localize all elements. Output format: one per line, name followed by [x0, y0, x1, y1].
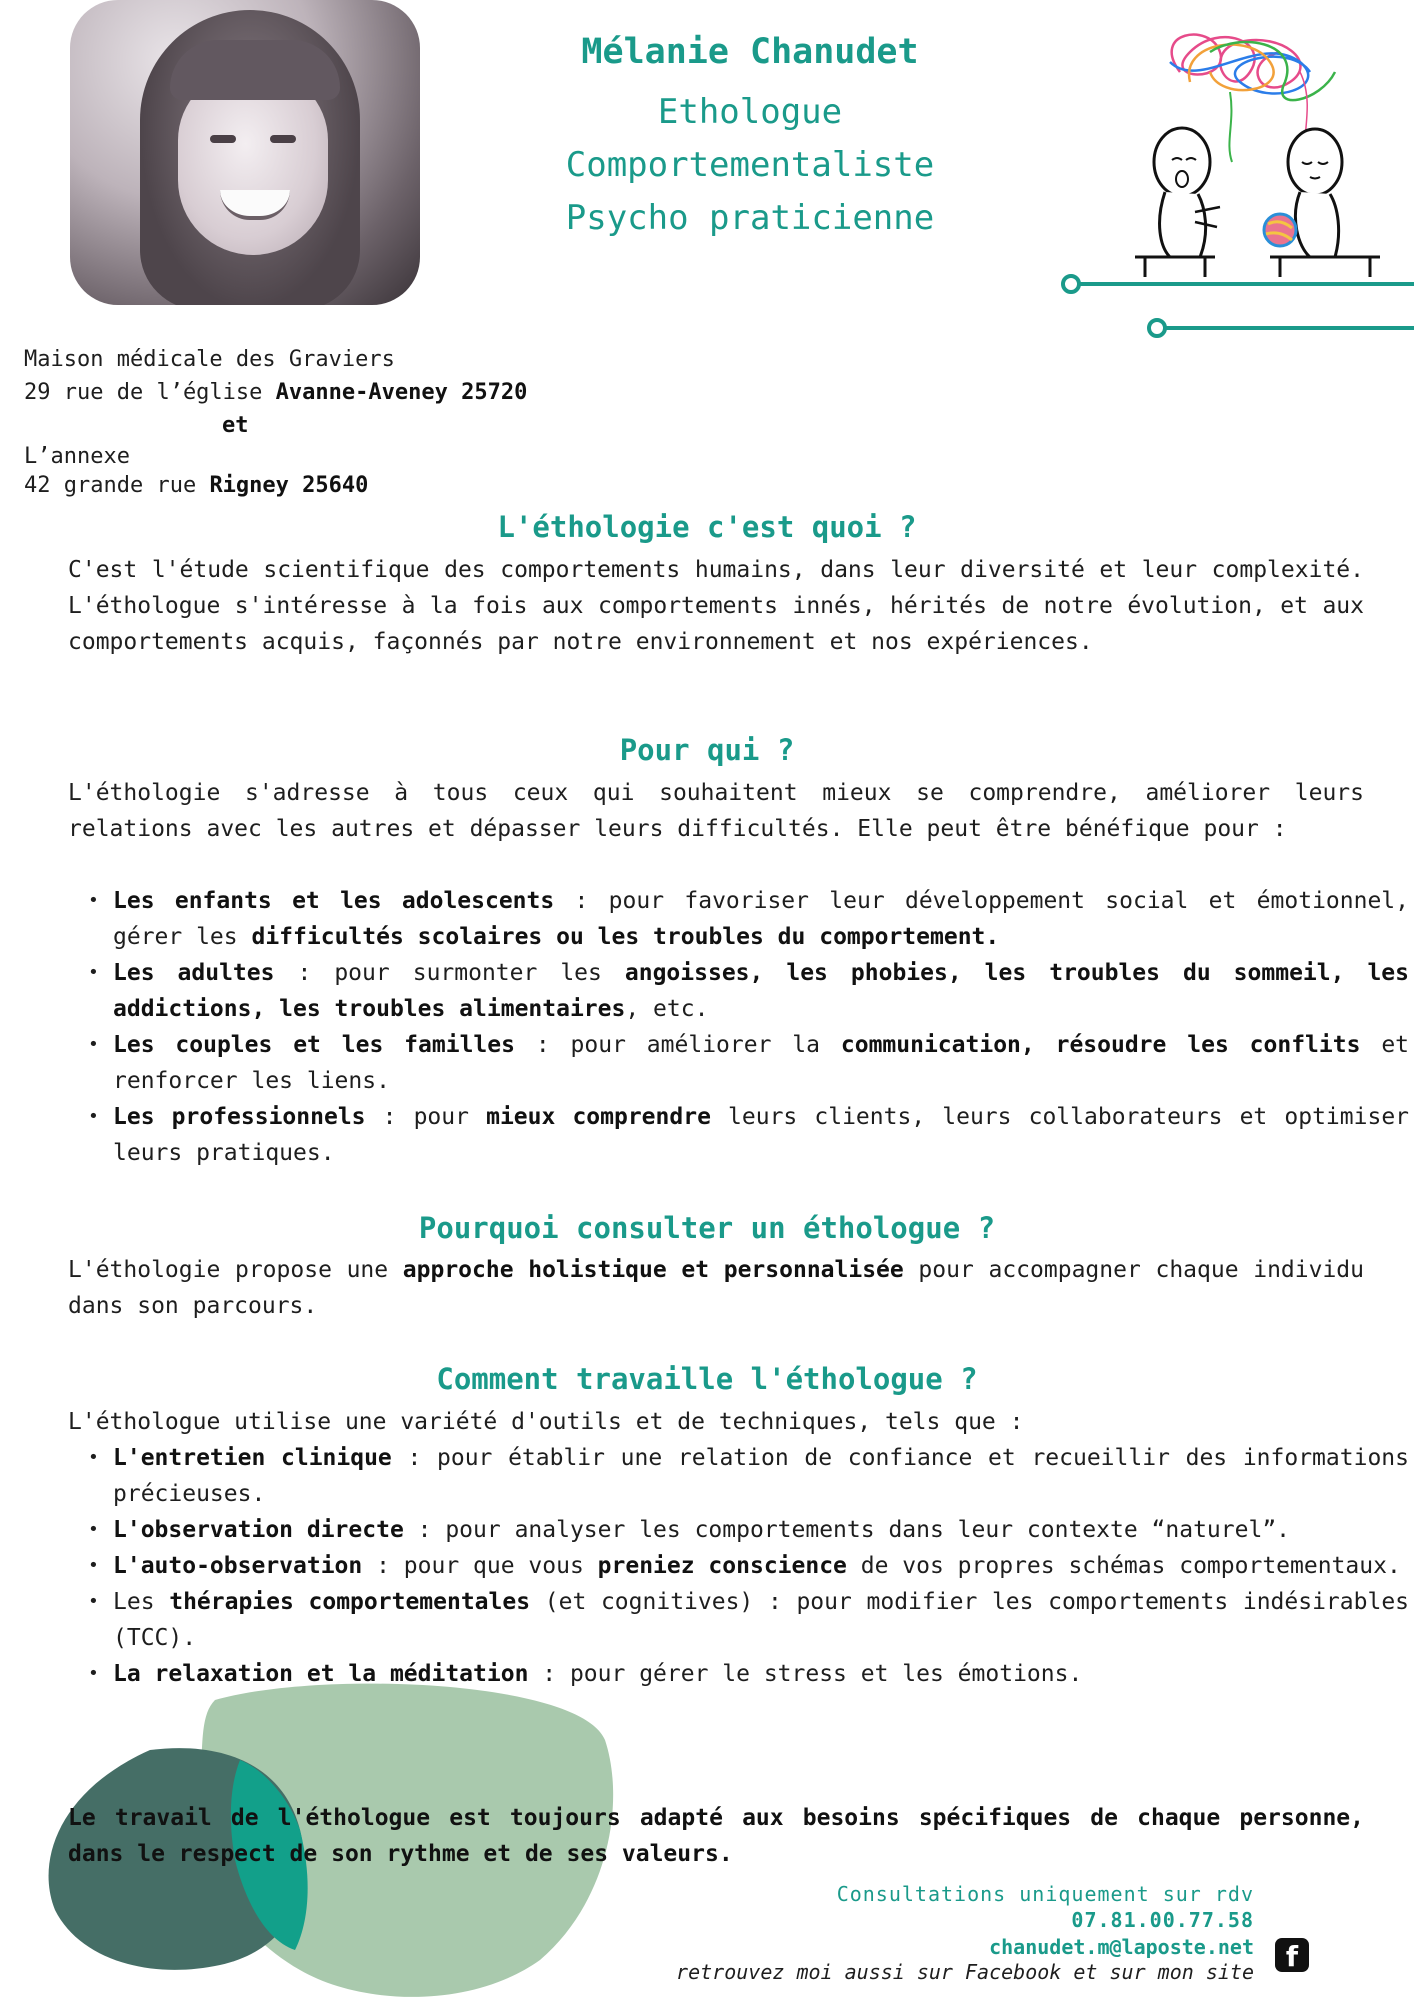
- address-line-1: Maison médicale des Graviers: [24, 347, 395, 372]
- portrait-photo: [70, 0, 420, 305]
- list-item: • Les adultes : pour surmonter les angoisses, les phobies, les troubles du sommeil, les addictions, les troubles alimentaires, etc.: [113, 955, 1409, 1027]
- title-ethologue: Ethologue: [657, 92, 843, 132]
- section4-intro: L'éthologue utilise une variété d'outils et de techniques, tels que :: [68, 1409, 1024, 1435]
- social-note: retrouvez moi aussi sur Facebook et sur mon site: [676, 1960, 1254, 1984]
- list-item: • Les professionnels : pour mieux comprendre leurs clients, leurs collaborateurs et optimiser leurs pratiques.: [113, 1099, 1409, 1171]
- address-and: et: [222, 413, 249, 438]
- list-item: • L'auto-observation : pour que vous preniez conscience de vos propres schémas comportementaux.: [113, 1548, 1409, 1584]
- facebook-icon[interactable]: f: [1275, 1938, 1309, 1972]
- email-address: chanudet.m@laposte.net: [989, 1935, 1254, 1959]
- tools-list: [68, 1440, 1409, 1692]
- for-whom-list: [68, 883, 1409, 1171]
- heading-what-is-ethology: L'éthologie c'est quoi ?: [497, 510, 917, 544]
- section2-intro: L'éthologie s'adresse à tous ceux qui souhaitent mieux se comprendre, améliorer leurs relations avec les autres et dépasser leurs difficultés. Elle peut être bénéfique pour :: [68, 780, 1364, 842]
- list-item: • Les couples et les familles : pour améliorer la communication, résoudre les conflits et renforcer les liens.: [113, 1027, 1409, 1099]
- list-item: • L'observation directe : pour analyser les comportements dans leur contexte “naturel”.: [113, 1512, 1409, 1548]
- heading-for-whom: Pour qui ?: [619, 733, 795, 767]
- address-line-2: 29 rue de l’église Avanne-Aveney 25720: [24, 380, 528, 405]
- people-talking-illustration: [1120, 12, 1390, 282]
- address-line-4: 42 grande rue Rigney 25640: [24, 473, 369, 498]
- title-psycho-praticienne: Psycho praticienne: [565, 198, 935, 238]
- consultation-note: Consultations uniquement sur rdv: [836, 1882, 1254, 1906]
- title-comportementaliste: Comportementaliste: [565, 145, 935, 185]
- list-item: • Les enfants et les adolescents : pour favoriser leur développement social et émotionnel, gérer les difficultés scolaires ou les troubles du comportement.: [113, 883, 1409, 955]
- section1-text: C'est l'étude scientifique des comportements humains, dans leur diversité et leur complexité. L'éthologue s'intéresse à la fois aux comportements innés, hérités de notre évolution, et aux comportements acquis, façonnés par notre environnement et nos expériences.: [68, 557, 1364, 655]
- list-item: • La relaxation et la méditation : pour gérer le stress et les émotions.: [113, 1656, 1409, 1692]
- heading-why-consult: Pourquoi consulter un éthologue ?: [418, 1211, 996, 1245]
- list-item: • L'entretien clinique : pour établir une relation de confiance et recueillir des informations précieuses.: [113, 1440, 1409, 1512]
- address-line-3: L’annexe: [24, 444, 130, 469]
- conclusion-text: Le travail de l'éthologue est toujours adapté aux besoins spécifiques de chaque personne, dans le respect de son rythme et de ses valeurs.: [68, 1805, 1364, 1867]
- list-item: • Les thérapies comportementales (et cognitives) : pour modifier les comportements indésirables (TCC).: [113, 1584, 1409, 1656]
- heading-how-works: Comment travaille l'éthologue ?: [436, 1362, 978, 1396]
- circuit-line-decoration: [1055, 268, 1414, 338]
- phone-number: 07.81.00.77.58: [1071, 1908, 1254, 1932]
- practitioner-name: Mélanie Chanudet: [581, 32, 919, 72]
- section3-text: L'éthologie propose une approche holistique et personnalisée pour accompagner chaque individu dans son parcours.: [68, 1257, 1364, 1319]
